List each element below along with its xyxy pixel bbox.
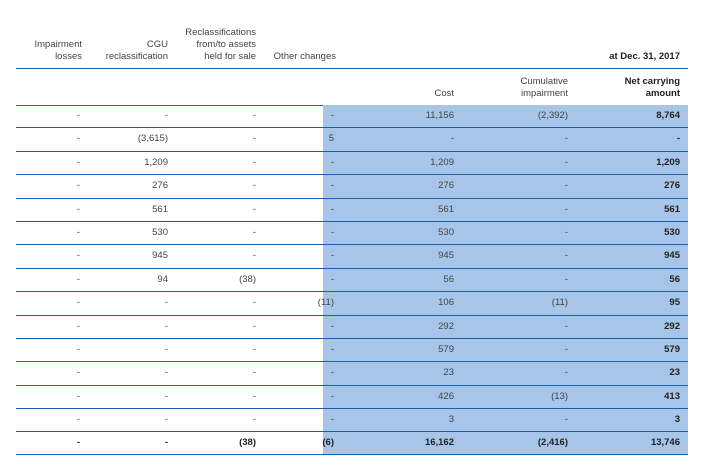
date-header xyxy=(576,51,680,63)
header-text: CGU xyxy=(146,39,168,50)
table-cell: 56 xyxy=(669,273,680,285)
table-cell: 945 xyxy=(664,250,680,262)
header-text: Impairment xyxy=(34,39,82,50)
table-row xyxy=(16,222,688,245)
col-net-carrying-amount-header xyxy=(586,76,680,100)
table-cell: - xyxy=(330,110,334,121)
table-cell: - xyxy=(76,250,80,262)
table-cell: - xyxy=(330,343,334,355)
table-cell: - xyxy=(330,390,334,402)
table-cell: - xyxy=(76,414,80,426)
header-text: Cumulative xyxy=(520,76,568,87)
table-cell: 561 xyxy=(664,203,680,215)
table-row xyxy=(16,292,688,315)
table-cell: - xyxy=(564,203,568,215)
table-cell: - xyxy=(252,110,256,121)
table-row xyxy=(16,316,688,339)
table-cell: - xyxy=(76,297,80,309)
table-cell: 3 xyxy=(674,414,680,426)
table-cell: - xyxy=(76,320,80,332)
table-row xyxy=(16,105,688,128)
table-cell: - xyxy=(76,390,80,402)
table-cell: 530 xyxy=(152,226,168,238)
table-row xyxy=(16,339,688,362)
table-cell: - xyxy=(252,156,256,168)
table-cell: - xyxy=(76,180,80,192)
table-cell: - xyxy=(330,203,334,215)
table-cell: 530 xyxy=(438,226,454,238)
table-cell: 426 xyxy=(438,390,454,402)
table-cell: (38) xyxy=(239,437,256,449)
col-cgu-reclassification-header xyxy=(86,39,168,63)
table-row xyxy=(16,386,688,409)
header-text: amount xyxy=(645,88,680,99)
table-cell: 292 xyxy=(438,320,454,332)
table-cell: 945 xyxy=(438,250,454,262)
table-cell: - xyxy=(252,226,256,238)
table-cell: (6) xyxy=(322,437,334,449)
table-header xyxy=(16,0,688,106)
table-cell: - xyxy=(564,367,568,379)
total-row xyxy=(16,432,688,455)
table-cell: - xyxy=(252,320,256,332)
table-cell: - xyxy=(564,226,568,238)
table-cell: (2,392) xyxy=(537,110,568,121)
table-cell: - xyxy=(76,226,80,238)
table-cell: 23 xyxy=(443,367,454,379)
table-row xyxy=(16,362,688,385)
header-text: at Dec. 31, 2017 xyxy=(609,51,680,62)
table-cell: (2,416) xyxy=(537,437,568,449)
table-cell: - xyxy=(164,320,168,332)
table-cell: - xyxy=(164,110,168,121)
table-cell: - xyxy=(330,250,334,262)
header-row-2 xyxy=(16,69,688,106)
table-cell: - xyxy=(164,390,168,402)
table-cell: 56 xyxy=(443,273,454,285)
table-cell: - xyxy=(252,390,256,402)
table-cell: - xyxy=(676,133,680,145)
table-cell: - xyxy=(252,133,256,145)
table-cell: - xyxy=(76,343,80,355)
table-cell: - xyxy=(76,133,80,145)
header-row-1 xyxy=(16,0,688,69)
table-cell: 276 xyxy=(152,180,168,192)
table-cell: 579 xyxy=(664,343,680,355)
header-text: impairment xyxy=(521,88,568,99)
table-cell: - xyxy=(330,367,334,379)
table-cell: 945 xyxy=(152,250,168,262)
table-cell: 276 xyxy=(664,180,680,192)
table-cell: 23 xyxy=(669,367,680,379)
table-cell: 561 xyxy=(438,203,454,215)
table-cell: - xyxy=(76,437,80,449)
table-cell: - xyxy=(164,437,168,449)
header-text: held for sale xyxy=(204,51,256,62)
col-reclassifications-header xyxy=(176,27,256,63)
table-cell: (38) xyxy=(239,273,256,285)
table-cell: - xyxy=(164,343,168,355)
table-cell: - xyxy=(450,133,454,145)
table-cell: (13) xyxy=(551,390,568,402)
table-cell: 413 xyxy=(664,390,680,402)
table-cell: - xyxy=(252,180,256,192)
table-cell: - xyxy=(164,297,168,309)
table-cell: - xyxy=(330,180,334,192)
table-cell: - xyxy=(252,367,256,379)
table-cell: 11,156 xyxy=(425,110,454,121)
table-cell: - xyxy=(252,297,256,309)
table-cell: - xyxy=(564,320,568,332)
table-cell: 579 xyxy=(438,343,454,355)
header-text: reclassification xyxy=(105,51,168,62)
header-text: Net carrying xyxy=(624,76,680,87)
table-cell: (11) xyxy=(551,297,568,309)
table-row xyxy=(16,175,688,198)
table-cell: - xyxy=(330,273,334,285)
table-cell: - xyxy=(164,367,168,379)
table-cell: - xyxy=(76,156,80,168)
col-cumulative-impairment-header xyxy=(486,76,568,100)
table-row xyxy=(16,128,688,151)
table-cell: 95 xyxy=(669,297,680,309)
table-cell: - xyxy=(330,156,334,168)
col-impairment-losses-header xyxy=(16,39,82,63)
table-cell: - xyxy=(76,110,80,121)
table-cell: - xyxy=(252,203,256,215)
table-cell: (11) xyxy=(317,297,334,309)
table-cell: - xyxy=(164,414,168,426)
table-cell: 13,746 xyxy=(650,437,680,449)
table-cell: - xyxy=(252,250,256,262)
table-cell: 530 xyxy=(664,226,680,238)
table-cell: 292 xyxy=(664,320,680,332)
table-row xyxy=(16,269,688,292)
table-cell: 276 xyxy=(438,180,454,192)
table-row xyxy=(16,245,688,268)
table-cell: - xyxy=(252,343,256,355)
table-cell: 5 xyxy=(328,133,334,145)
table-cell: 1,209 xyxy=(430,156,454,168)
table-cell: 8,764 xyxy=(656,110,680,121)
table-row xyxy=(16,152,688,175)
table-cell: - xyxy=(330,320,334,332)
table-cell: 1,209 xyxy=(656,156,680,168)
table-cell: 561 xyxy=(152,203,168,215)
table-cell: 16,162 xyxy=(424,437,454,449)
table-cell: - xyxy=(76,203,80,215)
table-body xyxy=(16,105,688,455)
table-cell: - xyxy=(76,273,80,285)
table-cell: 3 xyxy=(448,414,454,426)
col-other-changes-header xyxy=(264,51,336,63)
table-cell: - xyxy=(564,133,568,145)
header-text: from/to assets xyxy=(196,39,256,50)
table-cell: 1,209 xyxy=(144,156,168,168)
table-cell: - xyxy=(564,156,568,168)
table-cell: - xyxy=(330,226,334,238)
table-cell: - xyxy=(564,250,568,262)
table-cell: - xyxy=(564,343,568,355)
header-text: Reclassifications xyxy=(185,27,256,38)
table-cell: - xyxy=(76,367,80,379)
table-row xyxy=(16,199,688,222)
table-cell: 94 xyxy=(157,273,168,285)
table-cell: - xyxy=(252,414,256,426)
table-cell: - xyxy=(330,414,334,426)
table-cell: 106 xyxy=(438,297,454,309)
table-cell: - xyxy=(564,273,568,285)
table-cell: - xyxy=(564,414,568,426)
header-text: losses xyxy=(55,51,82,62)
col-cost-header xyxy=(384,88,454,100)
header-text: Other changes xyxy=(273,51,336,62)
table-row xyxy=(16,409,688,432)
table-cell: - xyxy=(564,180,568,192)
table-cell: (3,615) xyxy=(137,133,168,145)
header-text: Cost xyxy=(434,88,454,99)
